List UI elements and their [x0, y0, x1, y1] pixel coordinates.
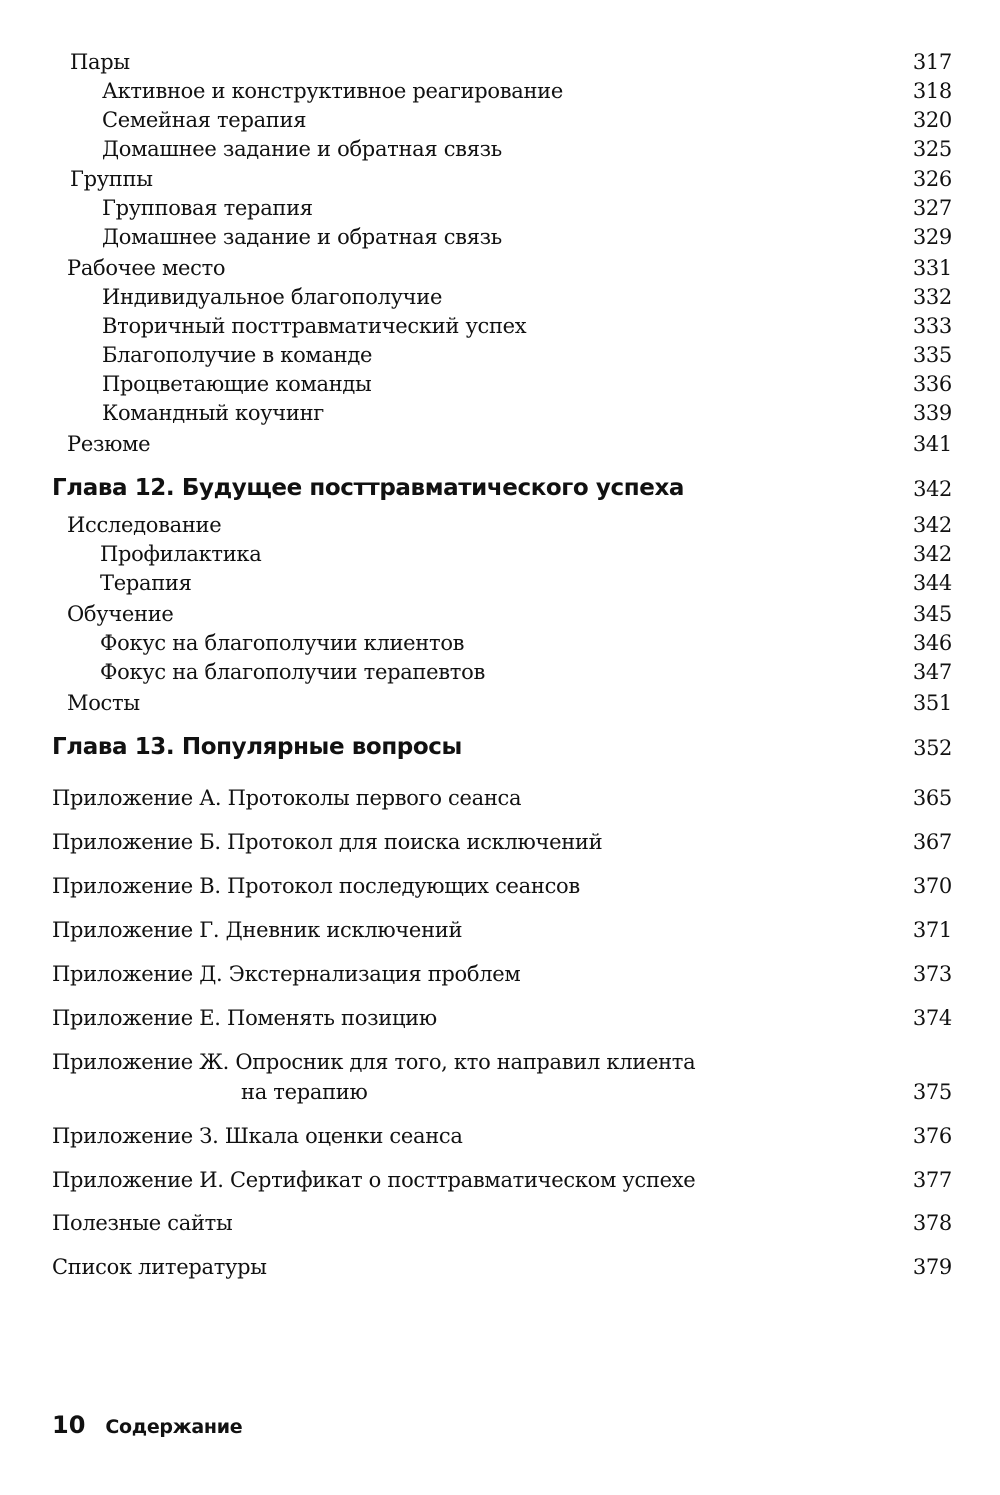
- toc-appendix-e[interactable]: [0, 1006, 1000, 1036]
- toc-entry-thriving-teams[interactable]: [0, 372, 1000, 402]
- toc-appendix-b[interactable]: [0, 830, 1000, 860]
- toc-entry-label: Приложение Г. Дневник исключений: [52, 918, 463, 942]
- chapter-title: Глава 13. Популярные вопросы: [52, 734, 462, 760]
- toc-entry-team-coaching[interactable]: [0, 401, 1000, 431]
- toc-entry-label-continued: на терапию: [241, 1080, 368, 1104]
- toc-entry-individual-wellbeing[interactable]: [0, 285, 1000, 315]
- toc-entry-label: Приложение З. Шкала оценки сеанса: [52, 1124, 463, 1148]
- toc-entry-active-response[interactable]: [0, 79, 1000, 109]
- toc-entry-label: Приложение Е. Поменять позицию: [52, 1006, 437, 1030]
- toc-entry-page: 339: [912, 401, 952, 425]
- toc-entry-page: 333: [912, 314, 952, 338]
- page-footer: [52, 1411, 242, 1439]
- toc-entry-label: Индивидуальное благополучие: [102, 285, 443, 309]
- toc-entry-research[interactable]: [0, 513, 1000, 543]
- toc-entry-page: 367: [912, 830, 952, 854]
- toc-entry-label: Домашнее задание и обратная связь: [102, 137, 502, 161]
- toc-appendix-a[interactable]: [0, 786, 1000, 816]
- toc-entry-page: 344: [912, 571, 952, 595]
- toc-entry-bridges[interactable]: [0, 691, 1000, 721]
- toc-entry-page: 346: [912, 631, 952, 655]
- toc-useful-sites[interactable]: [0, 1211, 1000, 1241]
- toc-chapter-13[interactable]: [0, 734, 1000, 764]
- toc-entry-label: Приложение Б. Протокол для поиска исключений: [52, 830, 603, 854]
- toc-entry-group-therapy[interactable]: [0, 196, 1000, 226]
- toc-entry-therapy[interactable]: [0, 571, 1000, 601]
- toc-entry-page: 329: [912, 225, 952, 249]
- toc-appendix-d[interactable]: [0, 962, 1000, 992]
- toc-entry-summary[interactable]: [0, 432, 1000, 462]
- toc-entry-label: Обучение: [67, 602, 174, 626]
- toc-entry-label: Пары: [70, 50, 130, 74]
- toc-entry-training[interactable]: [0, 602, 1000, 632]
- toc-entry-page: 342: [913, 477, 952, 501]
- toc-entry-label: Вторичный посттравматический успех: [102, 314, 527, 338]
- toc-entry-page: 365: [912, 786, 952, 810]
- toc-entry-page: 342: [912, 542, 952, 566]
- toc-entry-pairs[interactable]: [0, 50, 1000, 80]
- toc-references[interactable]: [0, 1255, 1000, 1285]
- toc-entry-label: Приложение И. Сертификат о посттравматическом успехе: [52, 1168, 696, 1192]
- toc-entry-label: Исследование: [67, 513, 222, 537]
- toc-entry-label: Приложение Ж. Опросник для того, кто направил клиента: [52, 1050, 696, 1074]
- toc-chapter-12[interactable]: [0, 475, 1000, 505]
- toc-appendix-zh[interactable]: [0, 1050, 1000, 1080]
- toc-entry-page: 335: [912, 343, 952, 367]
- toc-entry-secondary-success[interactable]: [0, 314, 1000, 344]
- toc-entry-therapists-focus[interactable]: [0, 660, 1000, 690]
- toc-entry-label: Полезные сайты: [52, 1211, 233, 1235]
- toc-entry-page: 342: [912, 513, 952, 537]
- toc-entry-page: 320: [912, 108, 952, 132]
- toc-entry-page: 376: [912, 1124, 952, 1148]
- toc-entry-page: 370: [912, 874, 952, 898]
- toc-entry-label: Групповая терапия: [102, 196, 313, 220]
- toc-entry-label: Группы: [70, 167, 153, 191]
- toc-appendix-zh-continued[interactable]: [0, 1080, 1000, 1110]
- toc-entry-label: Командный коучинг: [102, 401, 324, 425]
- toc-entry-page: 371: [912, 918, 952, 942]
- toc-entry-page: 332: [912, 285, 952, 309]
- toc-entry-page: 351: [912, 691, 952, 715]
- toc-entry-groups[interactable]: [0, 167, 1000, 197]
- toc-appendix-z[interactable]: [0, 1124, 1000, 1154]
- toc-appendix-v[interactable]: [0, 874, 1000, 904]
- page-number: 10: [52, 1411, 86, 1439]
- toc-entry-team-wellbeing[interactable]: [0, 343, 1000, 373]
- toc-entry-page: 318: [912, 79, 952, 103]
- toc-entry-clients-focus[interactable]: [0, 631, 1000, 661]
- toc-entry-prevention[interactable]: [0, 542, 1000, 572]
- toc-entry-label: Мосты: [67, 691, 140, 715]
- toc-entry-page: 325: [912, 137, 952, 161]
- toc-entry-label: Семейная терапия: [102, 108, 307, 132]
- toc-entry-page: 378: [912, 1211, 952, 1235]
- toc-entry-page: 379: [912, 1255, 952, 1279]
- toc-entry-label: Фокус на благополучии клиентов: [100, 631, 465, 655]
- toc-entry-page: 317: [912, 50, 952, 74]
- toc-appendix-g[interactable]: [0, 918, 1000, 948]
- toc-entry-homework-2[interactable]: [0, 225, 1000, 255]
- toc-entry-page: 373: [912, 962, 952, 986]
- toc-entry-page: 375: [912, 1080, 952, 1104]
- running-title: Содержание: [105, 1416, 243, 1438]
- toc-entry-label: Благополучие в команде: [102, 343, 373, 367]
- toc-entry-page: 327: [912, 196, 952, 220]
- toc-entry-label: Приложение Д. Экстернализация проблем: [52, 962, 521, 986]
- toc-entry-page: 326: [912, 167, 952, 191]
- toc-entry-label: Фокус на благополучии терапевтов: [100, 660, 485, 684]
- toc-entry-page: 341: [912, 432, 952, 456]
- toc-entry-family-therapy[interactable]: [0, 108, 1000, 138]
- toc-entry-page: 377: [912, 1168, 952, 1192]
- toc-entry-label: Список литературы: [52, 1255, 267, 1279]
- toc-entry-label: Профилактика: [100, 542, 262, 566]
- toc-entry-label: Приложение В. Протокол последующих сеансов: [52, 874, 580, 898]
- toc-entry-label: Активное и конструктивное реагирование: [102, 79, 563, 103]
- toc-entry-page: 347: [912, 660, 952, 684]
- toc-entry-page: 352: [913, 736, 952, 760]
- toc-appendix-i[interactable]: [0, 1168, 1000, 1198]
- toc-entry-homework-1[interactable]: [0, 137, 1000, 167]
- toc-entry-label: Терапия: [100, 571, 192, 595]
- toc-entry-label: Рабочее место: [67, 256, 226, 280]
- toc-entry-label: Домашнее задание и обратная связь: [102, 225, 502, 249]
- toc-entry-page: 336: [912, 372, 952, 396]
- toc-entry-workplace[interactable]: [0, 256, 1000, 286]
- toc-entry-label: Резюме: [67, 432, 151, 456]
- toc-entry-label: Приложение А. Протоколы первого сеанса: [52, 786, 522, 810]
- chapter-title: Глава 12. Будущее посттравматического успеха: [52, 475, 685, 501]
- toc-entry-label: Процветающие команды: [102, 372, 372, 396]
- toc-entry-page: 345: [912, 602, 952, 626]
- toc-entry-page: 331: [912, 256, 952, 280]
- toc-entry-page: 374: [912, 1006, 952, 1030]
